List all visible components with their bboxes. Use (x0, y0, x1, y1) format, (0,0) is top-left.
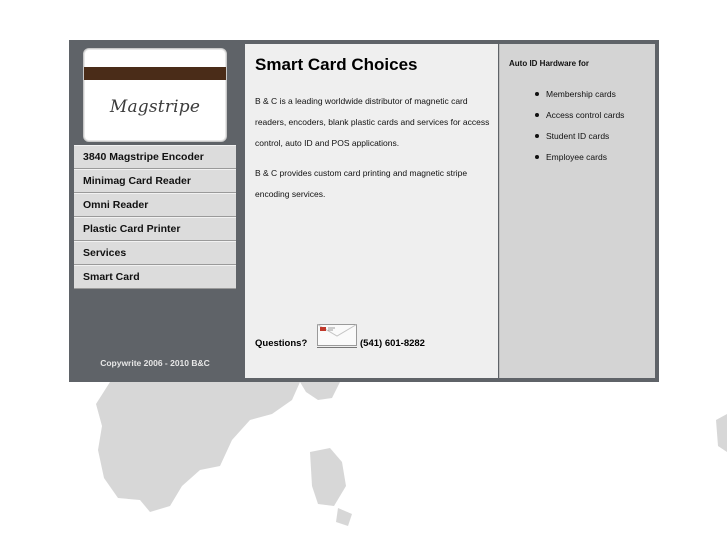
sidebar-item-services[interactable]: Services (74, 241, 236, 265)
envelope-underline (317, 347, 357, 348)
contact-row (255, 324, 495, 352)
phone-number: (541) 601-8282 (360, 338, 425, 349)
list-item: Access control cards (535, 109, 624, 130)
hardware-list (535, 88, 624, 172)
right-panel (499, 44, 655, 378)
sidebar-menu (74, 145, 236, 289)
list-item: Membership cards (535, 88, 624, 109)
magnetic-stripe (84, 67, 226, 80)
services-paragraph: B & C provides custom card printing and magnetic stripe encoding services. (255, 168, 468, 199)
page-title: Smart Card Choices (255, 55, 418, 74)
page-frame (69, 40, 659, 382)
main-content (245, 44, 498, 378)
list-item: Employee cards (535, 151, 624, 172)
envelope-icon[interactable] (317, 324, 357, 346)
sidebar-item-minimag-card-reader[interactable]: Minimag Card Reader (74, 169, 236, 193)
hardware-heading: Auto ID Hardware for (509, 59, 590, 68)
sidebar-item-smart-card[interactable]: Smart Card (74, 265, 236, 289)
sidebar-item-omni-reader[interactable]: Omni Reader (74, 193, 236, 217)
logo-text: Magstripe (109, 97, 201, 117)
intro-text (255, 91, 490, 214)
sidebar-item-plastic-card-printer[interactable]: Plastic Card Printer (74, 217, 236, 241)
sidebar-item-3840-magstripe-encoder[interactable]: 3840 Magstripe Encoder (74, 145, 236, 169)
list-item: Student ID cards (535, 130, 624, 151)
sidebar (69, 40, 241, 382)
copyright-text: Copywrite 2006 - 2010 B&C (100, 358, 210, 368)
questions-label: Questions? (255, 338, 308, 349)
magstripe-card-logo[interactable] (83, 48, 227, 142)
intro-paragraph: B & C is a leading worldwide distributor of magnetic card readers, encoders, blank plastic cards and services for access control, auto ID and POS applications. (255, 96, 490, 148)
